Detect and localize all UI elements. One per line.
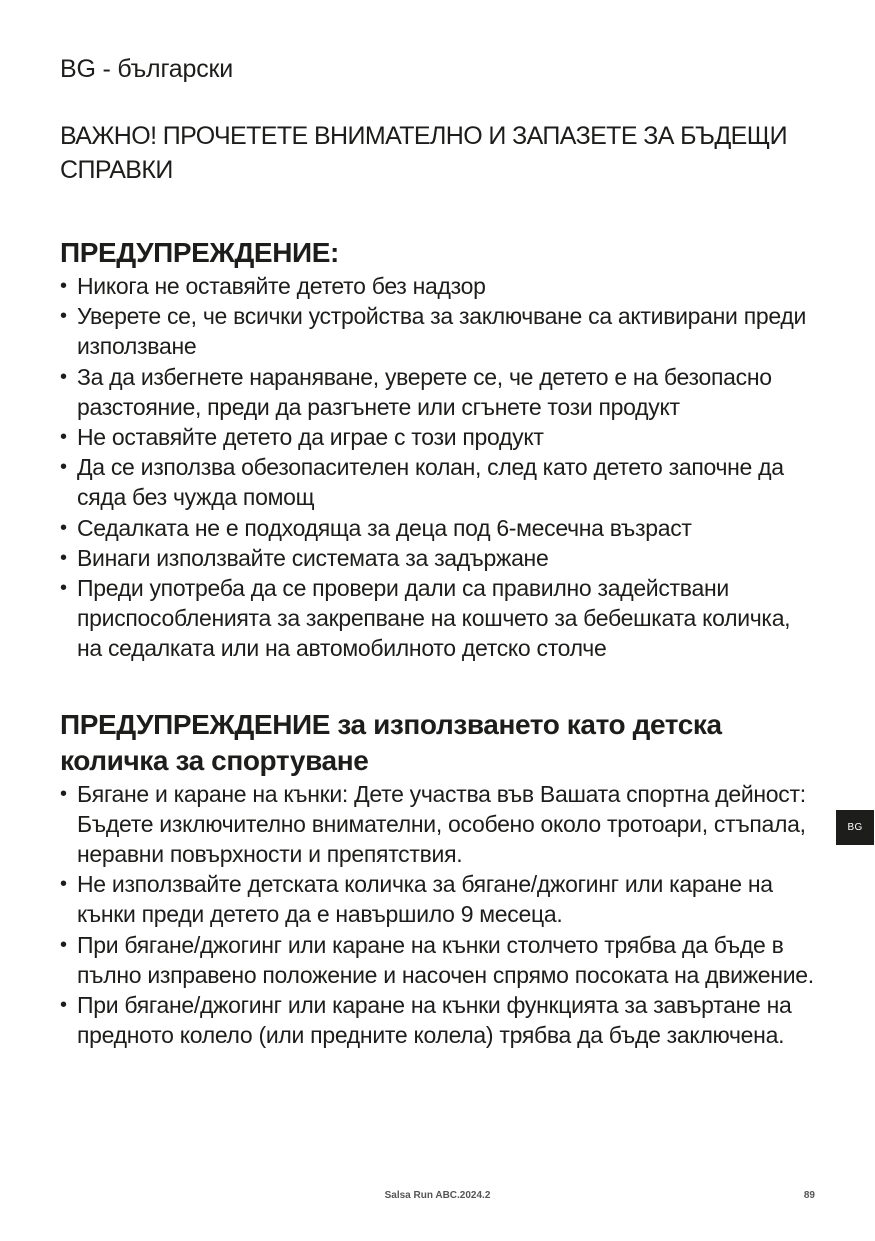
bullet-icon: • [60,426,67,449]
list-item: • Бягане и каране на кънки: Дете участва във Вашата спортна дейност: Бъдете изключително внимателни, особено около тротоари, стъпала, неравни повърхности и препятствия. [60,780,806,868]
bullet-icon: • [60,782,67,805]
bullet-icon: • [60,456,67,479]
page-content [60,52,820,1050]
list-item: • Винаги използвайте системата за задържане [60,543,820,573]
warning-list [60,271,820,664]
bullet-icon: • [60,577,67,600]
bullet-icon: • [60,305,67,328]
list-item: • Преди употреба да се провери дали са правилно задействани приспособленията за закрепване на кошчето за бебешката количка, на седалката или на автомобилното детско столче [60,575,791,662]
list-item: • Не използвайте детската количка за бягане/джогинг или каране на кънки преди детето да е навършило 9 месеца. [60,871,773,928]
bullet-icon: • [60,546,67,569]
list-item: • При бягане/джогинг или каране на кънки столчето трябва да бъде в пълно изправено положение и насочен спрямо посоката на движение. [60,931,814,988]
bullet-icon: • [60,994,67,1017]
bullet-icon: • [60,873,67,896]
bullet-icon: • [60,933,67,956]
footer-model-name: Salsa Run ABC.2024.2 [384,1190,491,1201]
list-item: • Уверете се, че всички устройства за заключване са активирани преди използване [60,303,806,360]
bullet-icon: • [60,275,67,297]
list-item: • Не оставяйте детето да играе с този продукт [60,422,820,452]
section-title: ПРЕДУПРЕЖДЕНИЕ: [60,237,339,268]
list-item: • Седалката не е подходяща за деца под 6-месечна възраст [60,513,820,543]
language-header: BG - български [60,55,234,83]
bullet-icon: • [60,365,67,388]
warning-section-jogging [60,707,820,1051]
list-item: • Никога не оставяйте детето без надзор [60,271,820,301]
section-title: ПРЕДУПРЕЖДЕНИЕ за използването като детска количка за спортуване [60,708,722,776]
important-notice: ВАЖНО! ПРОЧЕТЕТЕ ВНИМАТЕЛНО И ЗАПАЗЕТЕ ЗА БЪДЕЩИ СПРАВКИ [60,122,787,184]
language-side-tab: BG [836,810,874,845]
list-item: • За да избегнете нараняване, уверете се, че детето е на безопасно разстояние, преди да разгънете или сгънете този продукт [60,363,772,420]
page-number: 89 [803,1190,815,1201]
warning-section-general [60,235,820,664]
list-item: • Да се използва обезопасителен колан, след като детето започне да сяда без чужда помощ [60,454,784,511]
list-item: • При бягане/джогинг или каране на кънки функцията за завъртане на предното колело (или предните колела) трябва да бъде заключена. [60,992,792,1049]
warning-list [60,779,820,1051]
bullet-icon: • [60,516,67,539]
